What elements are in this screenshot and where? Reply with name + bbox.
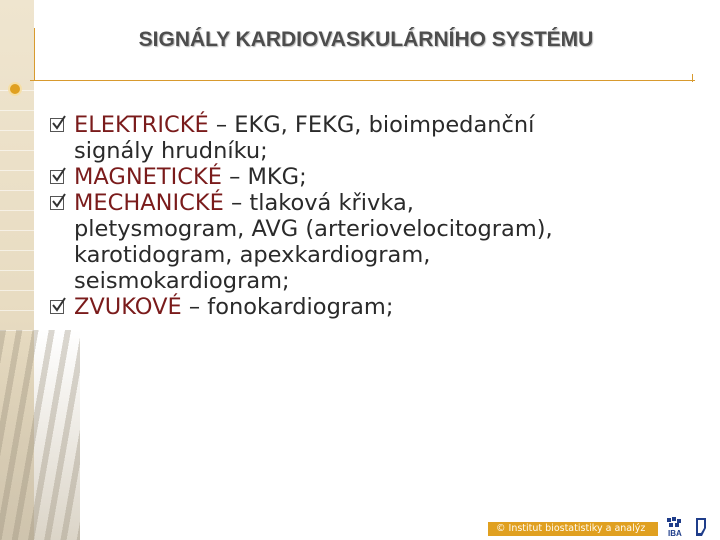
list-item-magneticke <box>50 164 700 190</box>
checkbox-icon <box>50 196 64 210</box>
item-text-continued: pletysmogram, AVG (arteriovelocitogram), <box>74 216 553 242</box>
item-text: – tlaková křivka, <box>223 190 414 216</box>
item-text-continued: karotidogram, apexkardiogram, <box>74 242 431 268</box>
item-text-continued: seismokardiogram; <box>74 268 290 294</box>
slide-title: SIGNÁLY KARDIOVASKULÁRNÍHO SYSTÉMU <box>138 28 594 51</box>
decorative-photo <box>0 330 80 540</box>
item-keyword: MECHANICKÉ <box>74 190 224 216</box>
item-text: – fonokardiogram; <box>181 294 394 320</box>
item-keyword: MAGNETICKÉ <box>74 164 222 190</box>
list-item-elektricke <box>50 112 700 164</box>
checkbox-icon <box>50 118 64 132</box>
checkbox-icon <box>50 300 64 314</box>
title-frame-tick <box>692 74 693 82</box>
item-keyword: ELEKTRICKÉ <box>74 112 209 138</box>
decorative-lines <box>0 90 34 350</box>
bullet-list <box>50 112 700 320</box>
list-item-zvukove <box>50 294 700 320</box>
item-text-continued: signály hrudníku; <box>74 138 268 164</box>
logo-text: IBA <box>668 529 682 538</box>
item-text: – MKG; <box>221 164 307 190</box>
item-text: – EKG, FEKG, bioimpedanční <box>208 112 535 138</box>
item-keyword: ZVUKOVÉ <box>74 294 182 320</box>
checkbox-icon <box>50 170 64 184</box>
iba-logo <box>666 516 714 538</box>
footer-copyright: © Institut biostatistiky a analýz <box>488 522 658 536</box>
title-frame-horizontal <box>30 80 695 81</box>
list-item-mechanicke <box>50 190 700 294</box>
decorative-dot <box>8 82 22 96</box>
title-frame-vertical <box>34 28 35 80</box>
